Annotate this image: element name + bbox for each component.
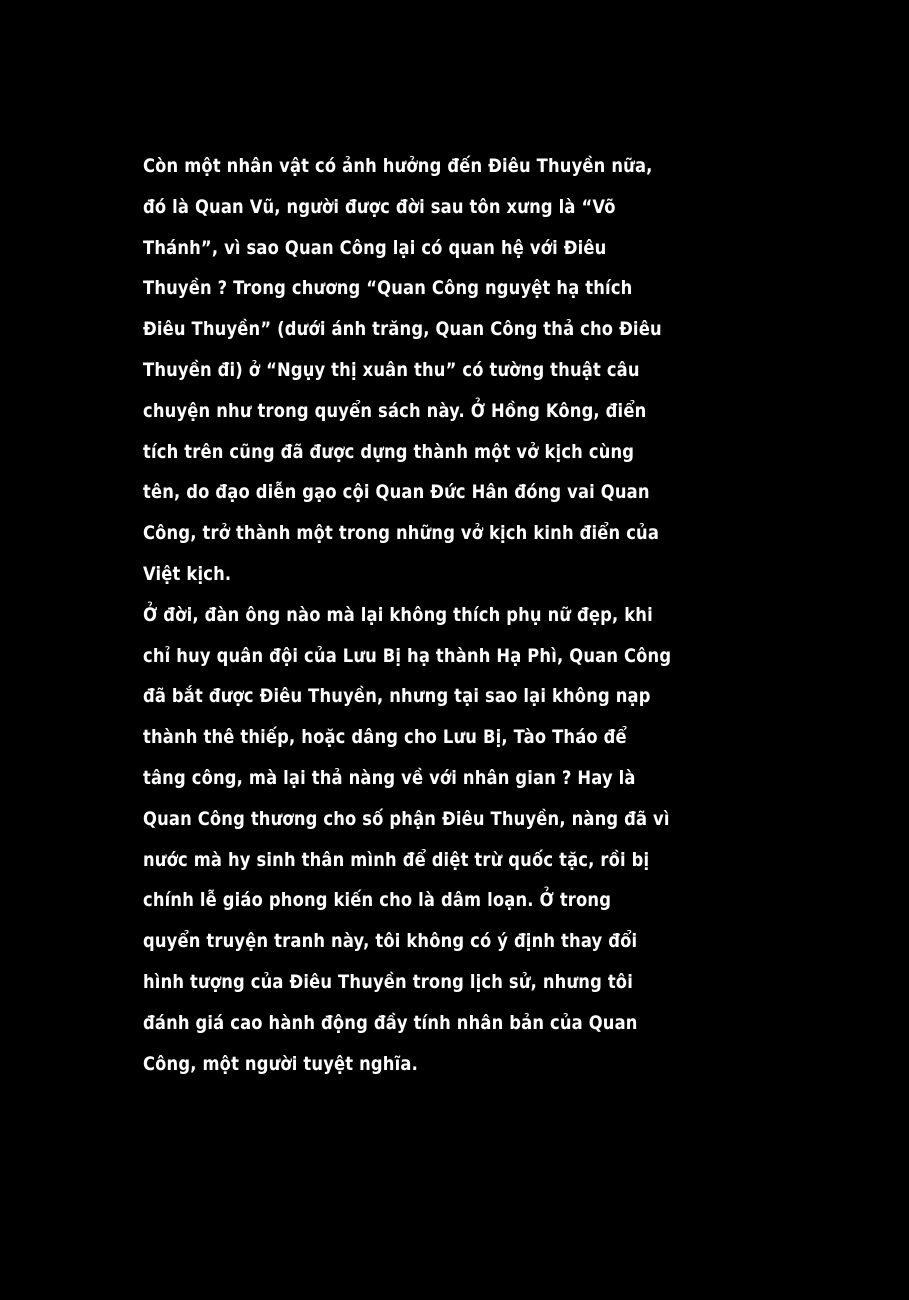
text-line: tích trên cũng đã được dựng thành một vở kịch cùng xyxy=(143,440,635,463)
text-line: Công, một người tuyệt nghĩa. xyxy=(143,1052,418,1075)
text-line: Thuyền đi) ở “Ngụy thị xuân thu” có tường thuật câu xyxy=(143,358,640,381)
text-line: tâng công, mà lại thả nàng về với nhân gian ? Hay là xyxy=(143,766,636,789)
text-line: Thánh”, vì sao Quan Công lại có quan hệ với Điêu xyxy=(143,236,607,259)
text-line: đó là Quan Vũ, người được đời sau tôn xưng là “Võ xyxy=(143,195,616,218)
text-line: đã bắt được Điêu Thuyền, nhưng tại sao lại không nạp xyxy=(143,685,651,708)
text-line: Điêu Thuyền” (dưới ánh trăng, Quan Công thả cho Điêu xyxy=(143,318,662,341)
text-line: Ở đời, đàn ông nào mà lại không thích phụ nữ đẹp, khi xyxy=(143,603,653,626)
text-line: tên, do đạo diễn gạo cội Quan Đức Hân đóng vai Quan xyxy=(143,481,650,504)
text-line: Còn một nhân vật có ảnh hưởng đến Điêu Thuyền nữa, xyxy=(143,155,653,177)
text-line: chính lễ giáo phong kiến cho là dâm loạn. Ở trong xyxy=(143,889,612,912)
text-line: nước mà hy sinh thân mình để diệt trừ quốc tặc, rồi bị xyxy=(143,848,650,871)
text-line: Quan Công thương cho số phận Điêu Thuyền, nàng đã vì xyxy=(143,807,670,830)
text-line: Công, trở thành một trong những vở kịch kinh điển của xyxy=(143,522,660,545)
text-line: quyển truyện tranh này, tôi không có ý định thay đổi xyxy=(143,930,638,953)
text-line: hình tượng của Điêu Thuyền trong lịch sử, nhưng tôi xyxy=(143,970,633,993)
text-line: thành thê thiếp, hoặc dâng cho Lưu Bị, Tào Tháo để xyxy=(143,726,627,749)
text-line: chỉ huy quân đội của Lưu Bị hạ thành Hạ Phì, Quan Công xyxy=(143,644,672,667)
text-line: chuyện như trong quyển sách này. Ở Hồng Kông, điển xyxy=(143,399,647,422)
afterword-text-block xyxy=(143,146,743,1084)
text-line: Thuyền ? Trong chương “Quan Công nguyệt hạ thích xyxy=(143,277,633,300)
text-line: đánh giá cao hành động đầy tính nhân bản của Quan xyxy=(143,1011,638,1034)
text-line: Việt kịch. xyxy=(143,562,232,585)
